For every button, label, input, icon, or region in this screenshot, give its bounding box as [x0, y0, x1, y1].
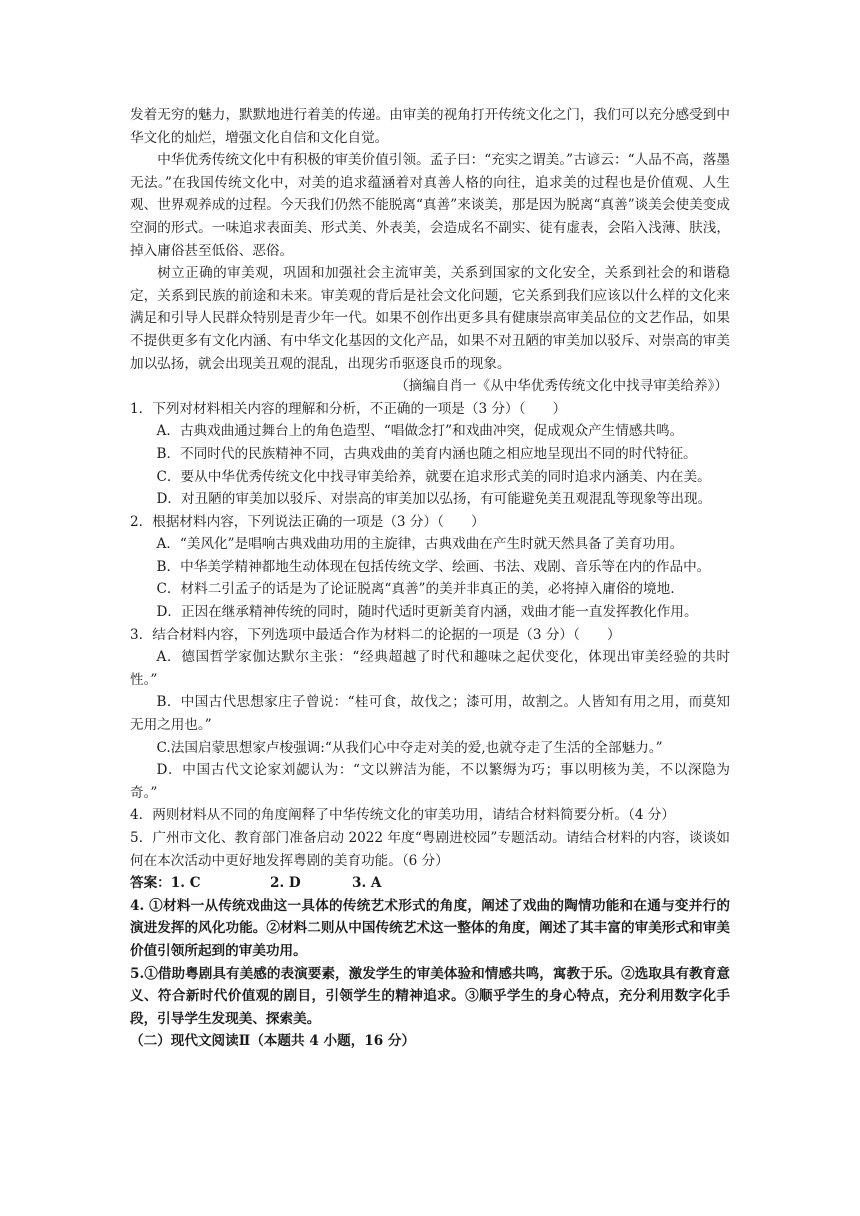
question-3-option-c: C.法国启蒙思想家卢梭强调:“从我们心中夺走对美的爱,也就夺走了生活的全部魅力。”	[156, 739, 663, 756]
answer-4: 4. ①材料一从传统戏曲这一具体的传统艺术形式的角度，阐述了戏曲的陶情功能和在通与变并行的演进发挥的风化功能。②材料二则从中国传统艺术这一整体的角度，阐述了其丰富的审美形式和审美价值引领所起到的审美功用。	[130, 897, 730, 959]
question-3-stem: 3．结合材料内容，下列选项中最适合作为材料二的论据的一项是（3 分）（ ）	[130, 626, 621, 643]
question-5: 5．广州市文化、教育部门准备启动 2022 年度“粤剧进校园”专题活动。请结合材料的内容，谈谈如何在本次活动中更好地发挥粤剧的美育功能。（6 分）	[130, 830, 730, 869]
question-1-option-b: B．不同时代的民族精神不同，古典戏曲的美育内涵也随之相应地呈现出不同的时代特征。	[156, 445, 697, 462]
question-4: 4．两则材料从不同的角度阐释了中华传统文化的审美功用，请结合材料简要分析。（4 分）	[130, 807, 675, 824]
question-1-option-d: D．对丑陋的审美加以驳斥、对崇高的审美加以弘扬，有可能避免美丑观混乱等现象等出现。	[156, 491, 712, 508]
question-2-option-c: C．材料二引孟子的话是为了论证脱离“真善”的美并非真正的美，必将掉入庸俗的境地.	[156, 581, 675, 598]
question-2-option-a: A．“美风化”是唱响古典戏曲功用的主旋律，古典戏曲在产生时就天然具备了美育功用。	[156, 536, 684, 553]
question-1-stem: 1．下列对材料相关内容的理解和分析，不正确的一项是（3 分）（ ）	[130, 400, 567, 417]
section-heading: （二）现代文阅读Ⅱ（本题共 4 小题，16 分）	[130, 1033, 416, 1050]
answer-5: 5.①借助粤剧具有美感的表演要素，激发学生的审美体验和情感共鸣，寓教于乐。②选取具有教育意义、符合新时代价值观的剧目，引领学生的精神追求。③顺乎学生的身心特点，充分利用数字化手段，引导学生发现美、探索美。	[130, 965, 730, 1027]
question-2-option-d: D．正因在继承精神传统的同时，随时代适时更新美育内涵，戏曲才能一直发挥教化作用。	[156, 604, 698, 621]
question-1-option-a: A．古典戏曲通过舞台上的角色造型、“唱做念打”和戏曲冲突，促成观众产生情感共鸣。	[156, 423, 684, 440]
question-3-option-b: B．中国古代思想家庄子曾说：“桂可食，故伐之；漆可用，故割之。人皆知有用之用，而莫知无用之用也。”	[130, 694, 730, 734]
question-1-option-c: C．要从中华优秀传统文化中找寻审美给养，就要在追求形式美的同时追求内涵美、内在美。	[156, 468, 711, 485]
question-3-option-d: D．中国古代文论家刘勰认为：“文以辨洁为能，不以繁缛为巧；事以明核为美，不以深隐为奇。”	[130, 762, 730, 801]
answer-1: 答案：1. C	[130, 875, 201, 892]
answer-3: 3. A	[352, 875, 382, 892]
passage-source: （摘编自肖一《从中华优秀传统文化中找寻审美给养》）	[394, 378, 728, 395]
passage-paragraph: 发着无穷的魅力，默默地进行着美的传递。由审美的视角打开传统文化之门，我们可以充分感受到中华文化的灿烂，增强文化自信和文化自觉。	[130, 107, 730, 146]
passage-paragraph: 树立正确的审美观，巩固和加强社会主流审美，关系到国家的文化安全，关系到社会的和谐稳定，关系到民族的前途和未来。审美观的背后是社会文化问题，它关系到我们应该以什么样的文化来满足和引导人民群众特别是青少年一代。如果不创作出更多具有健康崇高审美品位的文艺作品，如果不提供更多有文化内涵、有中华文化基因的文化产品，如果不对丑陋的审美加以驳斥、对崇高的审美加以弘扬，就会出现美丑观的混乱，出现劣币驱逐良币的现象。	[130, 265, 730, 372]
question-2-option-b: B．中华美学精神都地生动体现在包括传统文学、绘画、书法、戏剧、音乐等在内的作品中。	[156, 558, 711, 575]
answer-key-row	[130, 872, 730, 895]
document-body	[130, 104, 730, 1053]
question-2-stem: 2．根据材料内容，下列说法正确的一项是（3 分）（ ）	[130, 513, 485, 530]
passage-paragraph: 中华优秀传统文化中有积极的审美价值引领。孟子曰：“充实之谓美。”古谚云：“人品不高，落墨无法。”在我国传统文化中，对美的追求蕴涵着对真善人格的向往，追求美的过程也是价值观、人生观、世界观养成的过程。今天我们仍然不能脱离“真善”来谈美，那是因为脱离“真善”谈美会使美变成空洞的形式。一味追求表面美、形式美、外表美，会造成名不副实、徒有虚表，会陷入浅薄、肤浅，掉入庸俗甚至低俗、恶俗。	[130, 152, 730, 259]
answer-2: 2. D	[270, 875, 301, 892]
question-3-option-a: A．德国哲学家伽达默尔主张：“经典超越了时代和趣味之起伏变化，体现出审美经验的共时性。”	[130, 649, 730, 688]
